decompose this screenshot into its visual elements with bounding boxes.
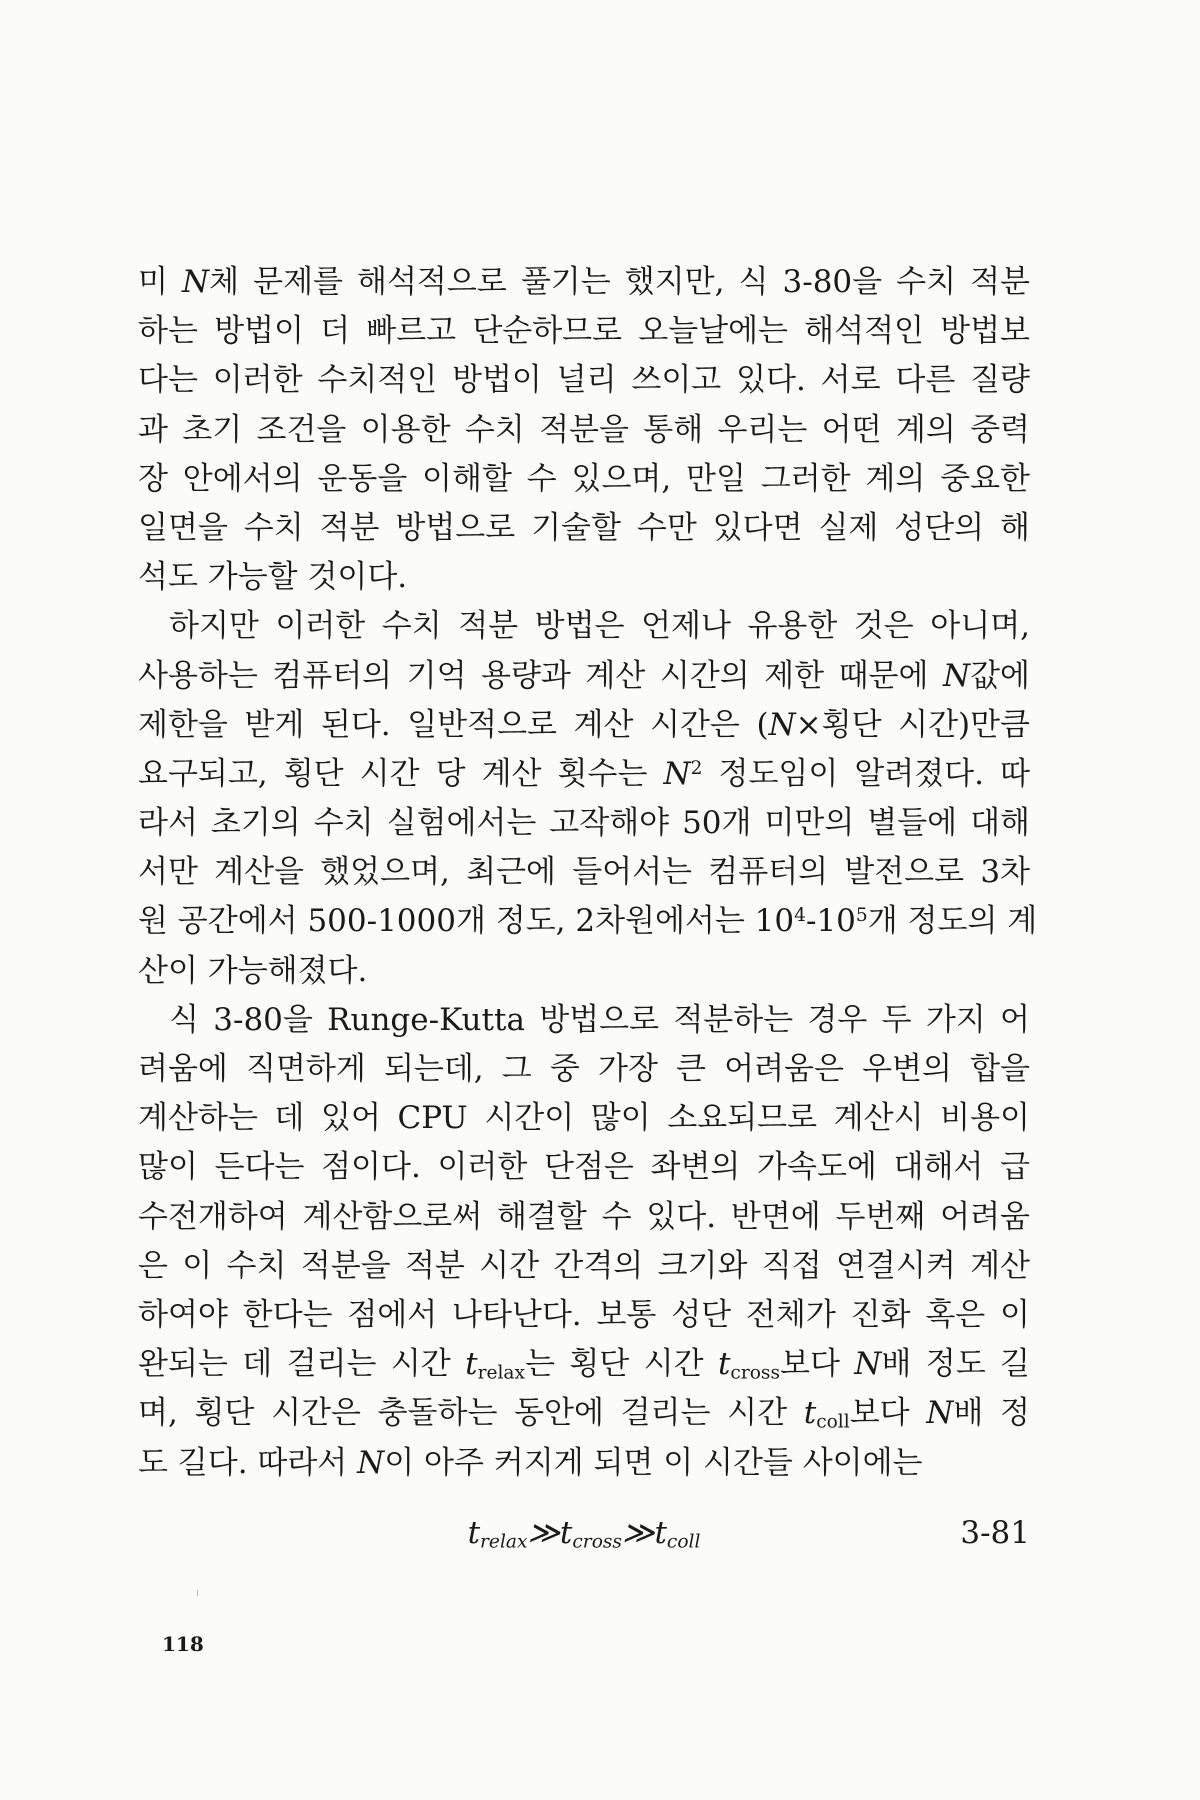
text-line: 도 길다. 따라서 N이 아주 커지게 되면 이 시간들 사이에는 [138,1444,923,1481]
equation-number: 3-81 [960,1515,1030,1551]
text-line: 일면을 수치 적분 방법으로 기술할 수만 있다면 실제 성단의 해 [138,509,1030,546]
text-line: 사용하는 컴퓨터의 기억 용량과 계산 시간의 제한 때문에 N값에 [138,657,1030,694]
text-line: 수전개하여 계산함으로써 해결할 수 있다. 반면에 두번째 어려움 [138,1198,1030,1235]
text-line: 하지만 이러한 수치 적분 방법은 언제나 유용한 것은 아니며, [169,608,1030,645]
text-line: 라서 초기의 수치 실험에서는 고작해야 50개 미만의 별들에 대해 [138,805,1030,842]
text-line: 식 3-80을 Runge-Kutta 방법으로 적분하는 경우 두 가지 어 [169,1001,1030,1038]
text-line: 서만 계산을 했었으며, 최근에 들어서는 컴퓨터의 발전으로 3차 [138,854,1030,891]
text-line: 석도 가능할 것이다. [138,559,408,596]
text-line: 과 초기 조건을 이용한 수치 적분을 통해 우리는 어떤 계의 중력 [138,411,1030,448]
equation-expression: $t_{relax}≫t_{cross}≫t_{coll}$ [467,1515,701,1553]
text-line: 며, 횡단 시간은 충돌하는 동안에 걸리는 시간 $t_{coll}$보다 N배 정 [138,1395,1031,1433]
text-line: 하는 방법이 더 빠르고 단순하므로 오늘날에는 해석적인 방법보 [138,313,1030,350]
scan-speck [197,1590,198,1596]
text-line: 많이 든다는 점이다. 이러한 단점은 좌변의 가속도에 대해서 급 [138,1149,1030,1186]
text-line: 미 N체 문제를 해석적으로 풀기는 했지만, 식 3-80을 수치 적분 [138,264,1030,300]
text-line: 계산하는 데 있어 CPU 시간이 많이 소요되므로 계산시 비용이 [138,1100,1030,1137]
text-line: 산이 가능해졌다. [138,952,368,989]
text-line: 은 이 수치 적분을 적분 시간 간격의 크기와 직접 연결시켜 계산 [138,1247,1030,1284]
text-line: 려움에 직면하게 되는데, 그 중 가장 큰 어려움은 우변의 합을 [138,1051,1030,1087]
body-text [138,258,1038,1488]
text-line: 완되는 데 걸리는 시간 $t_{relax}$는 횡단 시간 $t_{cross}$보다 N배 정도 길 [138,1346,1031,1384]
text-line: 하여야 한다는 점에서 나타난다. 보통 성단 전체가 진화 혹은 이 [138,1296,1030,1333]
text-line: 제한을 받게 된다. 일반적으로 계산 시간은 (N×횡단 시간)만큼 [138,706,1031,743]
text-line: 다는 이러한 수치적인 방법이 널리 쓰이고 있다. 서로 다른 질량 [138,362,1030,399]
text-line: 요구되고, 횡단 시간 당 계산 횟수는 $N^2$ 정도임이 알려졌다. 따 [138,755,1030,792]
equation-3-81 [138,1508,1030,1558]
text-line: 원 공간에서 500-1000개 정도, 2차원에서는 $10^4-10^5$개 정도의 계 [138,903,1038,940]
page-number: 118 [162,1632,204,1656]
text-line: 장 안에서의 운동을 이해할 수 있으며, 만일 그러한 계의 중요한 [138,460,1030,497]
